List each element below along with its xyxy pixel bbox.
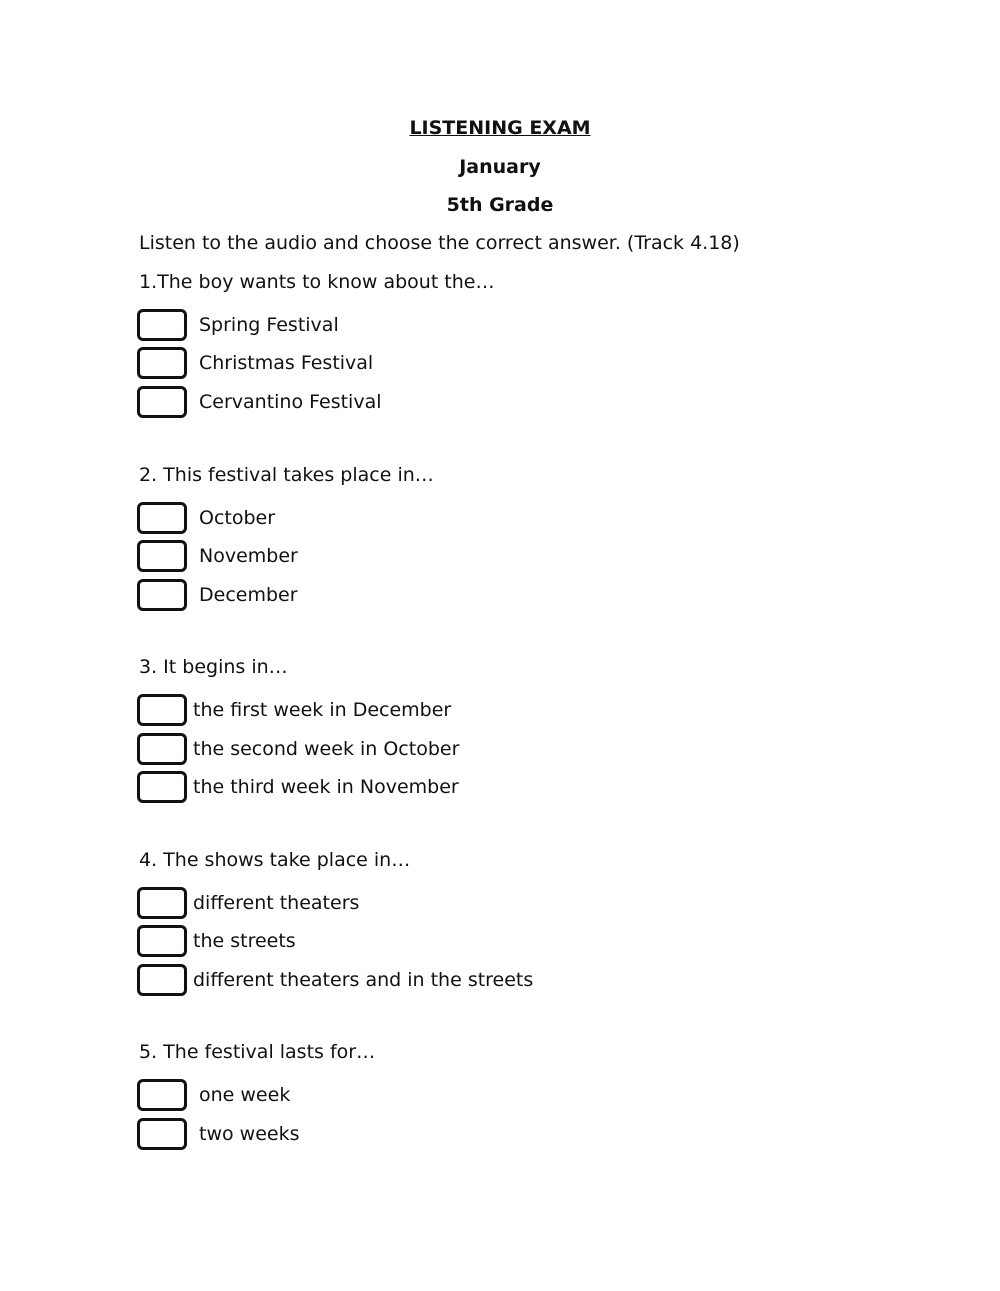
checkbox[interactable] (137, 386, 187, 418)
option-1c[interactable] (137, 386, 382, 418)
checkbox[interactable] (137, 347, 187, 379)
option-label: October (199, 507, 276, 529)
option-4b[interactable] (137, 925, 296, 957)
checkbox[interactable] (137, 771, 187, 803)
option-label: the third week in November (193, 776, 459, 798)
checkbox[interactable] (137, 964, 187, 996)
checkbox[interactable] (137, 579, 187, 611)
option-5b[interactable] (137, 1118, 299, 1150)
checkbox[interactable] (137, 887, 187, 919)
option-label: different theaters and in the streets (193, 969, 534, 991)
checkbox[interactable] (137, 925, 187, 957)
instructions: Listen to the audio and choose the correct answer. (Track 4.18) (139, 232, 740, 254)
exam-month: January (459, 156, 541, 178)
checkbox[interactable] (137, 502, 187, 534)
checkbox[interactable] (137, 1079, 187, 1111)
checkbox[interactable] (137, 540, 187, 572)
option-2b[interactable] (137, 540, 298, 572)
option-2c[interactable] (137, 579, 298, 611)
option-3b[interactable] (137, 733, 459, 765)
option-label: the first week in December (193, 699, 452, 721)
option-label: December (199, 584, 298, 606)
option-label: Cervantino Festival (199, 391, 382, 413)
exam-grade: 5th Grade (446, 194, 554, 216)
option-4a[interactable] (137, 887, 359, 919)
checkbox[interactable] (137, 733, 187, 765)
checkbox[interactable] (137, 309, 187, 341)
question-3: 3. It begins in… (139, 656, 288, 678)
option-label: November (199, 545, 298, 567)
option-label: different theaters (193, 892, 360, 914)
option-1b[interactable] (137, 347, 373, 379)
question-2: 2. This festival takes place in… (139, 464, 434, 486)
question-5: 5. The festival lasts for… (139, 1041, 376, 1063)
exam-title: LISTENING EXAM (409, 117, 591, 139)
option-label: the streets (193, 930, 296, 952)
option-4c[interactable] (137, 964, 533, 996)
option-label: Christmas Festival (199, 352, 374, 374)
option-3a[interactable] (137, 694, 451, 726)
option-label: one week (199, 1084, 291, 1106)
option-2a[interactable] (137, 502, 275, 534)
option-label: Spring Festival (199, 314, 339, 336)
checkbox[interactable] (137, 1118, 187, 1150)
question-4: 4. The shows take place in… (139, 849, 411, 871)
option-label: the second week in October (193, 738, 460, 760)
checkbox[interactable] (137, 694, 187, 726)
option-1a[interactable] (137, 309, 339, 341)
question-1: 1.The boy wants to know about the… (139, 271, 495, 293)
option-label: two weeks (199, 1123, 300, 1145)
option-5a[interactable] (137, 1079, 290, 1111)
option-3c[interactable] (137, 771, 459, 803)
